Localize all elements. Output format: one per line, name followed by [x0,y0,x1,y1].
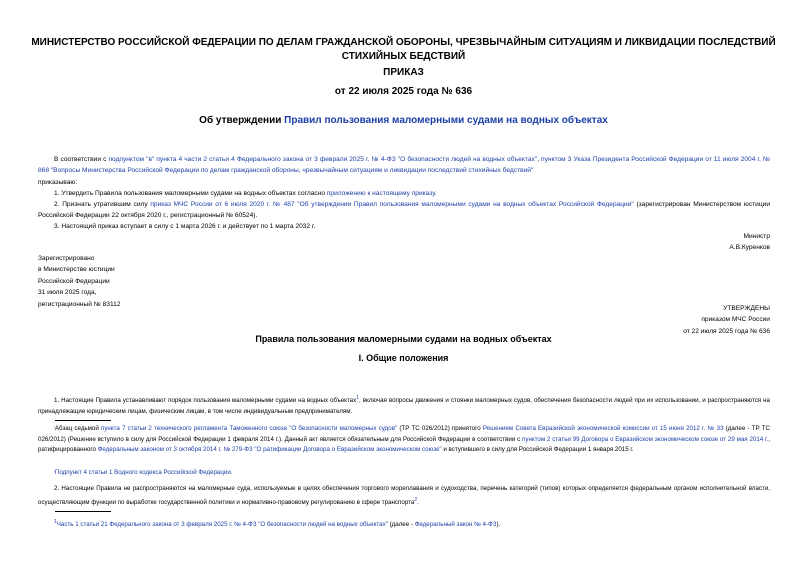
note-2-end: . [230,469,233,476]
orders-line: приказываю: [38,179,78,186]
note-1-text-b: (ТР ТС 026/2012) принятого [397,425,483,432]
preamble-text-sep: , [537,156,542,163]
note-1-link-regulation[interactable]: пункта 7 статьи 2 технического регламента Таможенного союза "О безопасности маломерных судов" [100,425,398,432]
para2-text: 2. Настоящие Правила не распространяются на маломерные суда, используемые в целях обеспечения торгового мореплавания и судоходства, перечень категорий (типов) которых определяется федеральным органом исполнительной власти, осуществляющим функции по выработке государственной политики и нормативно-правовому регулированию в сфере транспорта [38,485,770,506]
footnote-1 [38,517,770,531]
registration-line: Российской Федерации [38,277,110,285]
registration-line: регистрационный № 83112 [38,300,121,308]
registration-line: в Министерстве юстиции [38,266,115,274]
note-1-text-d: , ратифицированного [38,435,770,454]
note-1-text: Абзац седьмой [54,425,101,432]
ministry-heading: МИНИСТЕРСТВО РОССИЙСКОЙ ФЕДЕРАЦИИ ПО ДЕЛАМ ГРАЖДАНСКОЙ ОБОРОНЫ, ЧРЕЗВЫЧАЙНЫМ СИТУАЦИЯМ И ЛИКВИДАЦИИ ПОСЛЕДСТВИЙ СТИХИЙНЫХ БЕДСТВИЙ [31,37,776,62]
note-2-marker: ⁱ [54,470,55,476]
footnote-ref-1[interactable]: 1 [356,395,359,401]
footnote-1-end: ). [496,521,501,529]
approval-line: приказом МЧС России [701,316,770,324]
footnote-1-link-short[interactable]: Федеральный закон № 4-ФЗ [414,521,497,529]
signature-role: Министр [743,233,770,240]
order-item-2-text: 2. Признать утратившим силу [54,201,151,208]
doc-title [30,114,777,128]
footnote-divider-bottom [55,511,111,512]
order-item-1 [38,188,770,199]
footnote-1-marker: 1 [54,519,57,525]
order-item-1-link[interactable]: приложению к настоящему приказу [326,190,435,197]
preamble-link-decree[interactable]: пунктом 3 Указа Президента Российской Федерации от 11 июля 2004 г. № 868 "Вопросы Министерства Российской Федерации по делам гражданской обороны, чрезвычайным ситуациям и ликвидации последствий стихийных бедствий" [38,156,770,175]
note-2 [38,468,770,479]
para1-text: 1. Настоящие Правила устанавливают порядок пользования маломерными судами на водных объектах [54,397,357,405]
doc-date-number: от 22 июля 2025 года № 636 [334,86,473,97]
order-item-2-link[interactable]: приказ МЧС России от 6 июля 2020 г. № 487 "Об утверждении Правил пользования маломерными судами на водных объектах Российской Федерации" [150,201,634,208]
preamble-text: В соответствии с [54,156,109,163]
note-1-link-treaty[interactable]: пунктом 2 статьи 99 Договора о Евразийском экономическом союзе от 29 мая 2014 г. [522,435,769,443]
footnote-1-text: (далее - [387,521,415,529]
note-1-text-c: (далее - ТР ТС 026/2012) (Решение вступило в силу для Российской Федерации 1 февраля 2014 г.). Данный акт является обязательным для Российской Федерации в соответствии с [38,425,770,443]
note-2-link-water-code[interactable]: Подпункт 4 статьи 1 Водного кодекса Российской Федерации [54,469,231,476]
order-item-3: 3. Настоящий приказ вступает в силу с 1 марта 2026 г. и действует по 1 марта 2032 г. [54,223,316,230]
doc-title-prefix: Об утверждении [199,115,285,126]
registration-line: Зарегистрировано [38,255,95,262]
footnote-divider [55,420,111,421]
para2-end: . [417,498,419,506]
note-1-link-decision[interactable]: Решением Совета Евразийской экономической комиссии от 15 июня 2012 г. № 33 [482,425,724,432]
registration-block [38,253,288,310]
note-1 [38,424,770,456]
section-title: I. Общие положения [358,353,449,363]
note-1-link-ratification[interactable]: Федеральным законом от 3 октября 2014 г. № 279-ФЗ "О ратификации Договора о Евразийском экономическом союзе" [97,446,442,454]
order-item-2 [38,199,770,222]
para1-text-cont: , включая вопросы движения и стоянки маломерных судов, обеспечения безопасности людей при их использовании, и распространяются на принадлежащие юридическим лицам, физическим лицам, в том числе индивидуальным предпринимателям. [38,397,770,415]
registration-line: 31 июля 2025 года, [38,289,97,297]
rules-paragraph-1 [38,393,770,417]
note-1-marker: ⁱ [54,426,55,432]
order-item-1-text: 1. Утвердить Правила пользования маломерными судами на водных объектах согласно [54,190,327,197]
order-item-2-end: (зарегистрирован Министерством юстиции Российской Федерации 22 октября 2020 г., регистрационный № 60524). [38,201,770,220]
note-1-text-e: и вступившего в силу для Российской Федерации 1 января 2015 г. [441,446,634,454]
preamble-paragraph [38,154,770,177]
doc-type: ПРИКАЗ [383,67,424,78]
footnote-ref-2[interactable]: 2 [414,496,418,503]
doc-title-link[interactable]: Правил пользования маломерными судами на водных объектах [284,115,608,126]
preamble-link-law[interactable]: подпунктом "в" пункта 4 части 2 статьи 4 Федерального закона от 3 февраля 2025 г. № 4-ФЗ "О безопасности людей на водных объектах" [108,156,538,163]
signature-name: А.В.Куренков [729,244,770,251]
approval-line: от 22 июля 2025 года № 636 [683,327,770,335]
rules-paragraph-2 [38,484,770,508]
footnote-1-link-law[interactable]: Часть 1 статьи 21 Федерального закона от 3 февраля 2025 г. № 4-ФЗ "О безопасности людей на водных объектах" [56,521,388,529]
approval-line: УТВЕРЖДЕНЫ [723,305,770,312]
order-item-1-end: . [434,190,437,197]
rules-title: Правила пользования маломерными судами на водных объектах [255,334,552,344]
